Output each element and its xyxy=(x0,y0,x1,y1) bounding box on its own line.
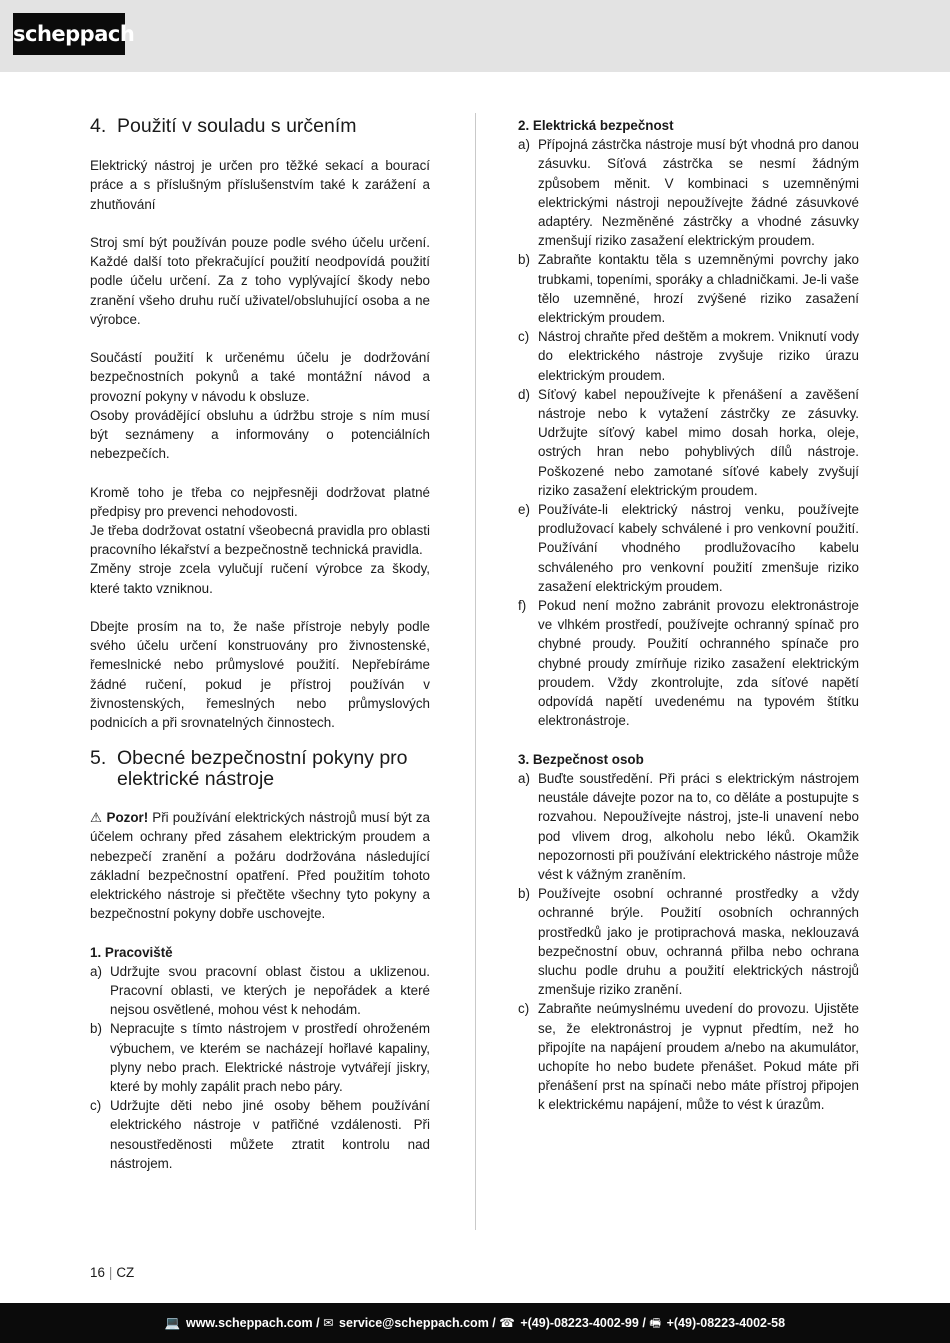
footer-separator: / xyxy=(492,1316,496,1330)
list-marker: a) xyxy=(518,137,530,153)
footer-phone[interactable]: +(49)-08223-4002-99 xyxy=(520,1316,639,1330)
electrical-heading: 2. Elektrická bezpečnost xyxy=(518,118,674,133)
list-text: Zabraňte neúmyslnému uvedení do provozu. Ujistěte se, že elektronástroj je vypnut předtím, než ho připojíte na napájení proudem a/nebo na akumulátor, uchopíte ho nebo budete přenášet. Pokud máte při přenášení prst na spínači nebo máte přístroj připojen k elektrickému napájení, může to vést k úrazům. xyxy=(538,1001,859,1113)
footer-separator: / xyxy=(316,1316,320,1330)
list-item xyxy=(518,385,859,500)
list-marker: b) xyxy=(518,886,530,902)
page-number-separator: | xyxy=(108,1265,113,1280)
workplace-heading: 1. Pracoviště xyxy=(90,944,173,960)
paragraph: Kromě toho je třeba co nejpřesněji dodržovat platné předpisy pro prevenci nehodovosti. xyxy=(90,484,430,519)
list-text: Udržujte děti nebo jiné osoby během používání elektrického nástroje v patřičné vzdálenosti. Při nesoustředěnosti můžete ztratit kontrolu nad nástrojem. xyxy=(110,1098,430,1171)
page-number xyxy=(90,1265,134,1280)
list-item xyxy=(518,884,859,999)
paragraph: Součástí použití k určenému účelu je dodržování bezpečnostních pokynů a také montážní návod a provozní pokyny v návodu k obsluze. xyxy=(90,350,430,404)
list-marker: d) xyxy=(518,386,530,402)
section-5-number: 5. xyxy=(90,747,107,770)
paragraph: Změny stroje zcela vylučují ručení výrobce za škody, které takto vzniknou. xyxy=(90,561,430,596)
list-item xyxy=(90,962,430,1020)
section-5-title-line2: elektrické nástroje xyxy=(117,768,275,791)
footer-fax: +(49)-08223-4002-58 xyxy=(666,1316,786,1330)
list-item xyxy=(518,135,859,250)
mail-icon: ✉ xyxy=(323,1316,334,1330)
paragraph: Dbejte prosím na to, že naše přístroje nebyly podle svého účelu určení konstruovány pro živnostenské, řemeslnické nebo průmyslové použití. Nepřebíráme žádné ručení, pokud je přístroj používán v živnostenských, řemeslných nebo průmyslových podnicích a při srovnatelných činnostech. xyxy=(90,619,430,731)
scheppach-logo: scheppach xyxy=(13,13,125,55)
computer-icon: 💻 xyxy=(164,1316,181,1330)
warning-paragraph xyxy=(90,808,430,923)
section-5-heading xyxy=(90,748,430,790)
list-marker: c) xyxy=(90,1098,102,1114)
list-item xyxy=(90,1019,430,1096)
page-footer xyxy=(0,1303,950,1343)
section-4-number: 4. xyxy=(90,115,107,137)
warning-label: Pozor! xyxy=(106,810,149,826)
fax-icon: 🖷 xyxy=(649,1316,662,1330)
page-language: CZ xyxy=(116,1265,135,1280)
list-text: Přípojná zástrčka nástroje musí být vhodná pro danou zásuvku. Síťová zástrčka se nesmí žádným způsobem měnit. V kombinaci s uzemněnými elektrickými nástroji nepoužívejte žádné zásuvkové adaptéry. Nezměněné zástrčky a vhodné zásuvky zmenšují riziko zasažení elektrickým proudem. xyxy=(538,137,859,249)
persons-heading: 3. Bezpečnost osob xyxy=(518,751,644,767)
footer-website[interactable]: www.scheppach.com xyxy=(185,1316,313,1330)
list-marker: a) xyxy=(90,963,102,979)
section-5-title-line1: Obecné bezpečnostní pokyny pro xyxy=(117,747,408,770)
list-marker: c) xyxy=(518,329,530,345)
list-text: Zabraňte kontaktu těla s uzemněnými povrchy jako trubkami, topeními, sporáky a chladničkami. Je-li vaše tělo uzemněné, hrozí zvýšené riziko zasažení elektrickým proudem. xyxy=(538,252,859,326)
list-item xyxy=(90,1096,430,1173)
list-text: Udržujte svou pracovní oblast čistou a uklizenou. Pracovní oblasti, ve kterých je nepořádek a které nejsou osvětlené, mohou vést k nehodám. xyxy=(110,963,430,1018)
left-column xyxy=(90,116,430,1173)
list-marker: b) xyxy=(90,1021,102,1037)
list-item xyxy=(518,327,859,385)
column-divider xyxy=(475,113,476,1230)
list-item xyxy=(518,596,859,730)
list-marker: b) xyxy=(518,252,530,268)
list-text: Používejte osobní ochranné prostředky a vždy ochranné brýle. Použití osobních ochranných prostředků jako je protiprachová maska, neklouzavá bezpečnostní obuv, ochranná přilba nebo ochrana sluchu podle druhu a použití elektrických nástrojů zmenšuje riziko zranění. xyxy=(538,886,859,998)
list-marker: c) xyxy=(518,1001,530,1017)
list-text: Používáte-li elektrický nástroj venku, používejte prodlužovací kabely schválené i pro venkovní použití. Používání vhodného prodlužovacího kabelu schváleného pro venkovní použití zmenšuje riziko zasažení elektrickým proudem. xyxy=(538,502,859,594)
section-4-heading xyxy=(90,116,430,137)
right-column xyxy=(518,116,859,1115)
paragraph: Elektrický nástroj je určen pro těžké sekací a bourací práce a s příslušným příslušenstvím také k zarážení a zhutňování xyxy=(90,158,430,212)
footer-email[interactable]: service@scheppach.com xyxy=(339,1316,489,1330)
warning-text: Při používání elektrických nástrojů musí být za účelem ochrany před zásahem elektrickým proudem a nebezpečí zranění a požáru dodržována následující základní bezpečnostní opatření. Před použitím tohoto elektrického nástroje si přečtěte všechny tyto pokyny a bezpečnostní pokyny dobře uschovejte. xyxy=(90,810,430,922)
list-text: Pokud není možno zabránit provozu elektronástroje ve vlhkém prostředí, používejte ochranný spínač pro chybné proudy. Použití ochranného spínače pro chybné proudy zmírňuje riziko zasažení elektrickým proudem. Vždy zkontrolujte, zda síťové napětí odpovídá napětí uvedenému na typovém štítku elektronástroje. xyxy=(538,598,859,729)
section-4-title: Použití v souladu s určením xyxy=(117,115,357,137)
warning-triangle-icon: ⚠ xyxy=(90,810,103,826)
list-text: Síťový kabel nepoužívejte k přenášení a zavěšení nástroje nebo k vytažení zástrčky ze zásuvky. Udržujte síťový kabel mimo dosah horka, oleje, ostrých hran nebo pohyblivých dílů nástroje. Poškozené nebo zamotané síťové kabely zvyšují riziko zasažení elektrickým proudem. xyxy=(538,386,859,498)
list-text: Nástroj chraňte před deštěm a mokrem. Vniknutí vody do elektrického nástroje zvyšuje riziko úrazu elektrickým proudem. xyxy=(538,329,859,383)
list-item xyxy=(518,999,859,1114)
paragraph: Osoby provádějící obsluhu a údržbu stroje s ním musí být seznámeny a informovány o potenciálních nebezpečích. xyxy=(90,407,430,462)
list-marker: e) xyxy=(518,502,530,518)
phone-icon: ☎ xyxy=(499,1316,515,1330)
list-item xyxy=(518,769,859,884)
list-item xyxy=(518,500,859,596)
list-marker: f) xyxy=(518,598,527,614)
section-5-title xyxy=(117,748,408,790)
paragraph: Je třeba dodržovat ostatní všeobecná pravidla pro oblasti pracovního lékařství a bezpečnostně technická pravidla. xyxy=(90,523,430,558)
list-text: Nepracujte s tímto nástrojem v prostředí ohroženém výbuchem, ve kterém se nacházejí hořlavé kapaliny, plyny nebo prach. Elektrické nástroje vytvářejí jiskry, které by mohly zapálit prach nebo páry. xyxy=(110,1021,430,1095)
paragraph: Stroj smí být používán pouze podle svého účelu určení. Každé další toto překračující použití neodpovídá použití podle účelu určení. Za z toho vyplývající škody nebo zranění všeho druhu ručí uživatel/obsluhující osoba a ne výrobce. xyxy=(90,234,430,327)
list-text: Buďte soustředění. Při práci s elektrickým nástrojem neustále dávejte pozor na to, co děláte a postupujte s rozvahou. Nepoužívejte nástroj, jste-li unavení nebo pod vlivem drog, alkoholu nebo léků. Okamžik nepozornosti při používání elektrického nástroje může vést k vážným zraněním. xyxy=(538,770,859,882)
footer-separator: / xyxy=(642,1316,646,1330)
page-header xyxy=(0,0,950,72)
page-number-value: 16 xyxy=(90,1265,105,1280)
list-item xyxy=(518,250,859,327)
list-marker: a) xyxy=(518,770,530,786)
